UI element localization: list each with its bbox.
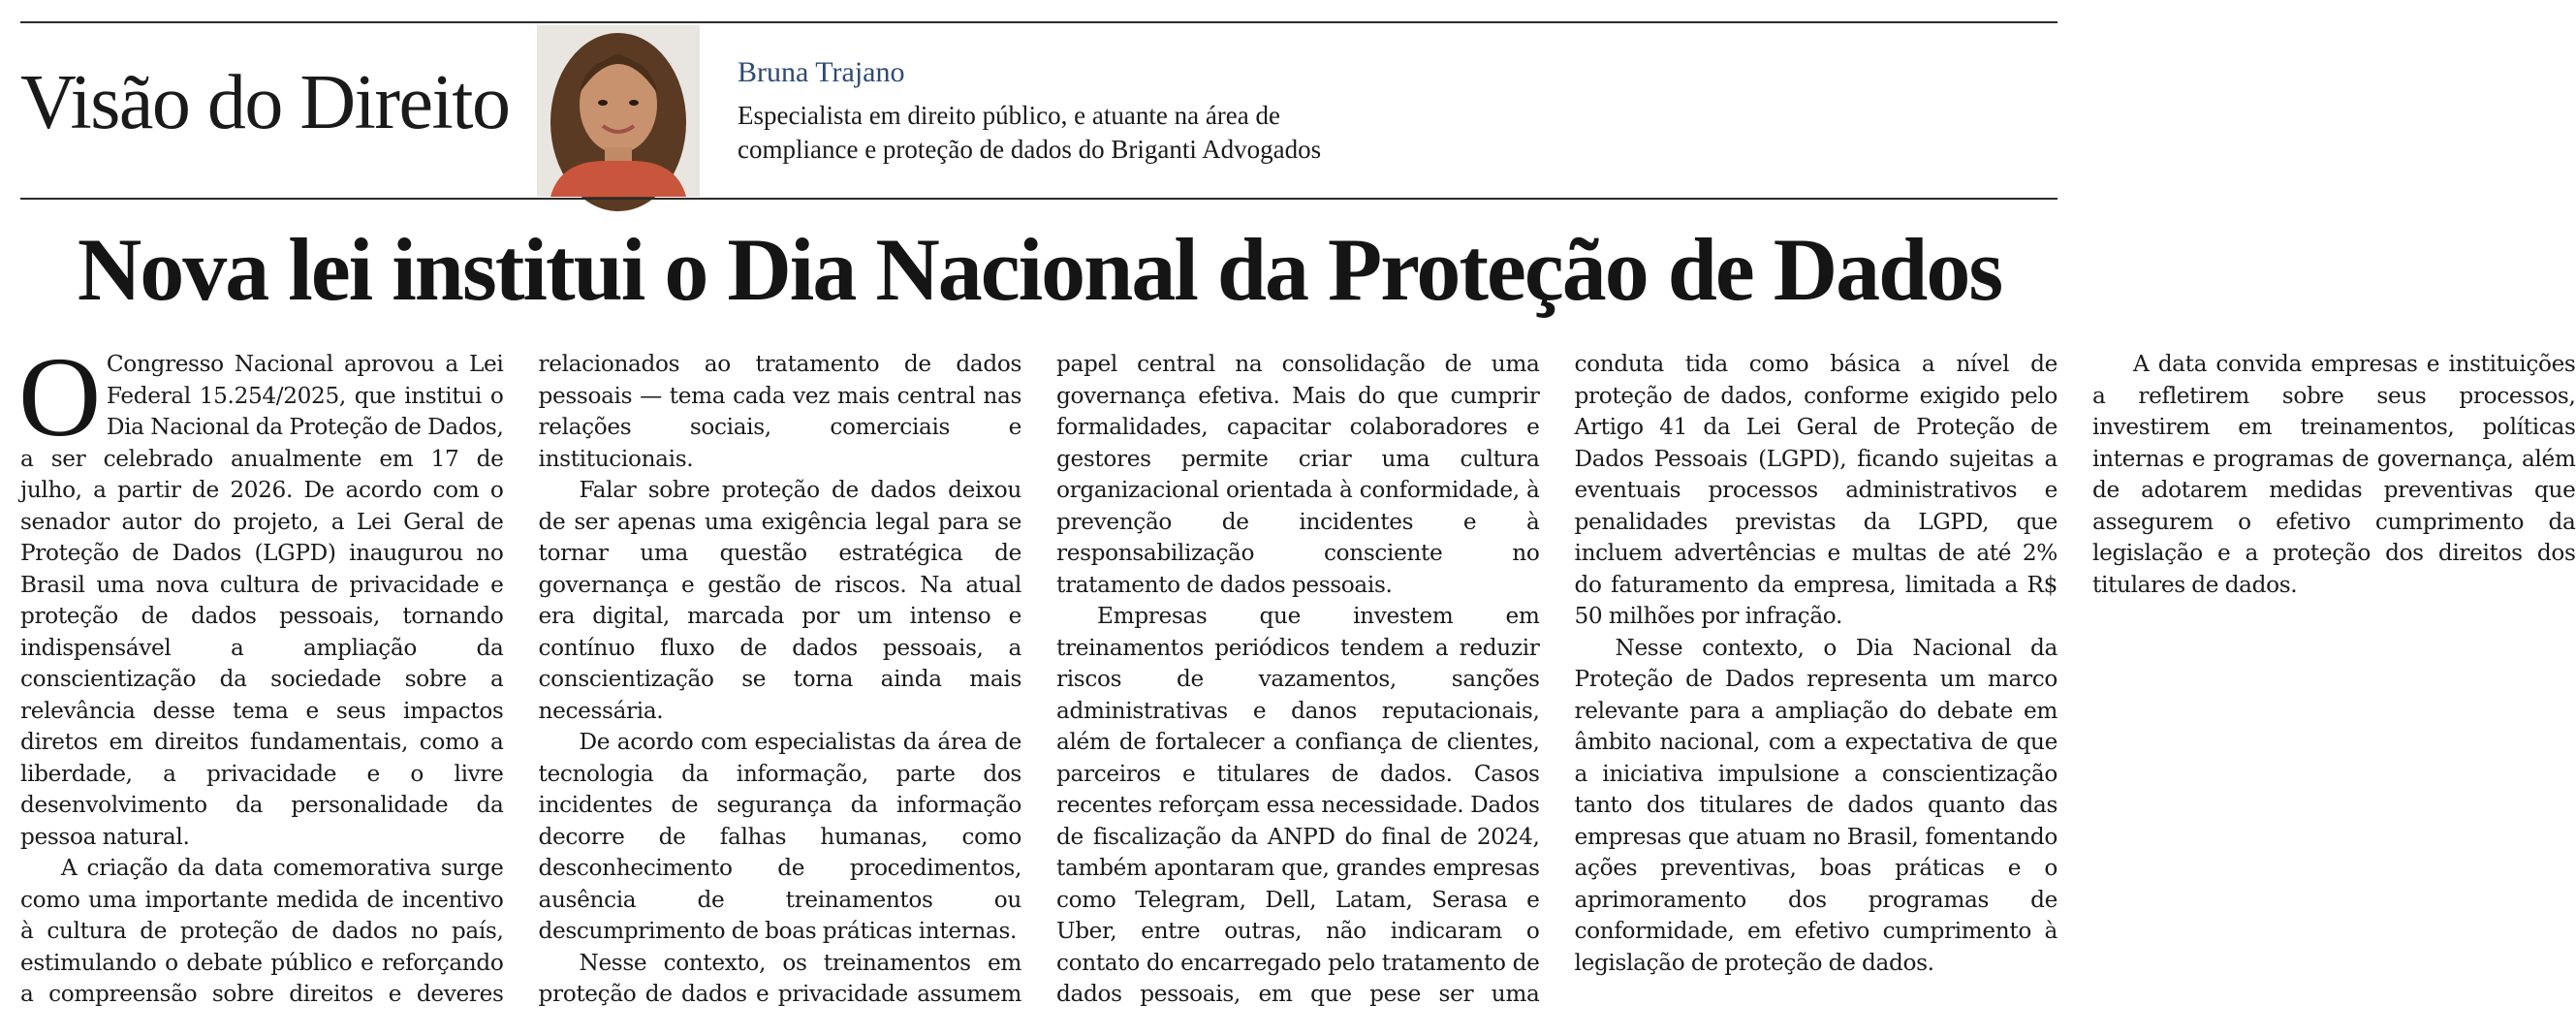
author-bio: [738, 99, 1474, 167]
article-paragraph: A data convida empresas e instituições a refletirem sobre seus processos, investirem em treinamentos, políticas internas e programas de governança, além de adotarem medidas preventivas que assegurem o efetivo cumprimento da legislação e a proteção dos direitos dos titulares de dados.: [2092, 351, 2576, 598]
article-paragraph: Nesse contexto, o Dia Nacional da Proteção de Dados representa um marco relevante para a ampliação do debate em âmbito nacional, com a expectativa de que a iniciativa impulsione a conscientização tanto dos titulares de dados quanto das empresas que atuam no Brasil, fomentando ações preventivas, boas práticas e o aprimoramento dos programas de conformidade, em efetivo cumprimento à legislação de proteção de dados.: [1574, 634, 2058, 976]
section-title: Visão do Direito: [20, 60, 510, 145]
author-bio-line: compliance e proteção de dados do Briganti Advogados: [738, 135, 1322, 164]
article-paragraph: De acordo com especialistas da área de tecnologia da informação, parte dos incidentes de segurança da informação decorre de falhas humanas, como desconhecimento de procedimentos, ausência de treinamentos ou descumprimento de boas práticas internas.: [538, 729, 1021, 944]
top-divider: [20, 21, 2058, 23]
paragraph-text: Congresso Nacional aprovou a Lei Federal 15.254/2025, que institui o Dia Nacional da Proteção de Dados, a ser celebrado anualmente em 17 de julho, a partir de 2026. De acordo com o senador autor do projeto, a Lei Geral de Proteção de Dados (LGPD) inaugurou no Brasil uma nova cultura de privacidade e proteção de dados pessoais, tornando indispensável a ampliação da conscientização da sociedade sobre a relevância desse tema e seus impactos diretos em direitos fundamentais, como a liberdade, a privacidade e o livre desenvolvimento da personalidade da pessoa natural.: [20, 351, 504, 850]
article-paragraph: [18, 333, 504, 853]
article-body: [18, 333, 2576, 1027]
article-paragraph: Falar sobre proteção de dados deixou de ser apenas uma exigência legal para se tornar uma questão estratégica de governança e gestão de riscos. Na atual era digital, marcada por um intenso e contínuo fluxo de dados pessoais, a conscientização se torna ainda mais necessária.: [538, 477, 1021, 724]
author-bio-line: Especialista em direito público, e atuante na área de: [738, 101, 1280, 130]
author-name: Bruna Trajano: [738, 56, 905, 88]
header-divider: [20, 198, 2058, 200]
article-paragraph: Empresas que investem em treinamentos periódicos tendem a reduzir riscos de vazamentos, sanções administrativas e danos reputacionais, além de fortalecer a confiança de clientes, parceiros e titulares de dados. Casos recentes reforçam essa necessidade. Dados de fiscalização da ANPD do final de 2024, também apontaram que, grandes empresas como Telegram, Dell, Latam, Serasa e Uber, entre outras, não indicaram o contato do encarregado pelo tratamento de dados pessoais, em que pese ser uma conduta tida como básica a nível de proteção de dados, conforme exigido pelo Artigo 41 da Lei Geral de Proteção de Dados Pessoais (LGPD), ficando sujeitas a eventuais processos administrativos e penalidades previstas da LGPD, que incluem advertências e multas de até 2% do faturamento da empresa, limitada a R$ 50 milhões por infração.: [1056, 351, 2058, 1007]
author-portrait-icon: [537, 25, 700, 197]
article-paragraph: Nesse contexto, os treinamentos em proteção de dados e privacidade assumem papel central na consolidação de uma governança efetiva. Mais do que cumprir formalidades, capacitar colaboradores e gestores permite criar uma cultura organizacional orientada à conformidade, à prevenção de incidentes e à responsabilização consciente no tratamento de dados pessoais.: [538, 351, 1540, 1007]
article-headline: Nova lei institui o Dia Nacional da Proteção de Dados: [77, 220, 2002, 319]
drop-cap: O: [18, 333, 101, 460]
article-paragraph: A criação da data comemorativa surge como uma importante medida de incentivo à cultura de proteção de dados no país, estimulando o debate público e reforçando a compreensão sobre direitos e deveres relacionados ao tratamento de dados pessoais — tema cada vez mais central nas relações sociais, comerciais e institucionais.: [20, 351, 1021, 1007]
author-photo: [537, 25, 700, 197]
